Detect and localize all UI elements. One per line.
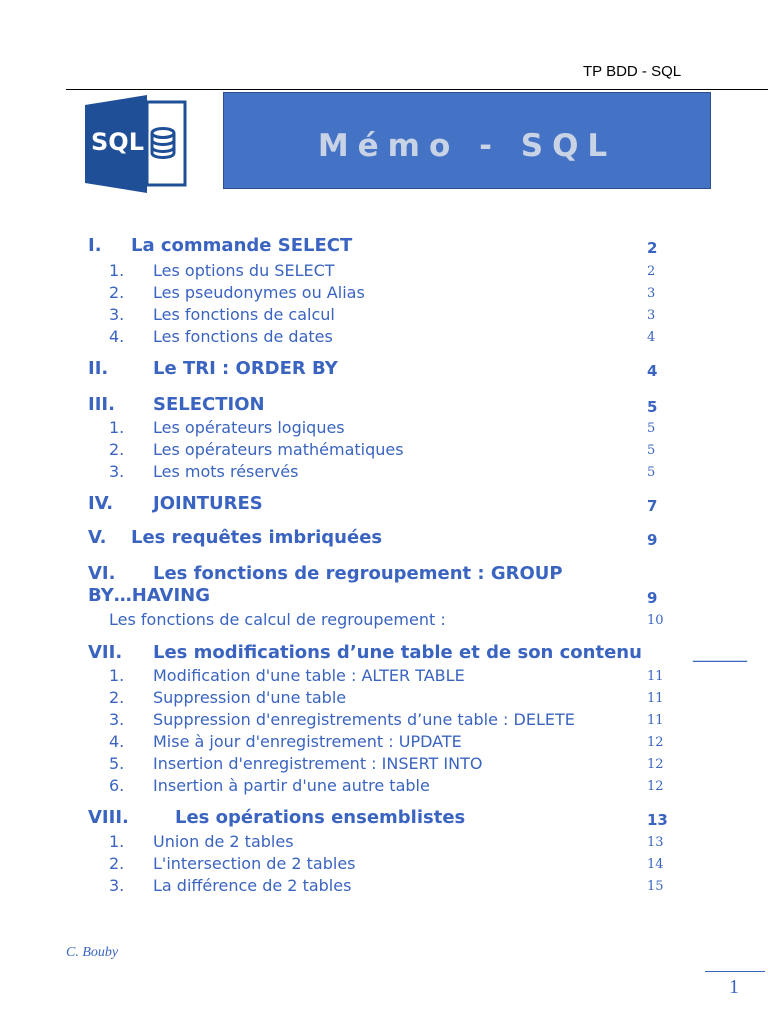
toc-page: 4 <box>647 330 656 345</box>
toc-item-number: 1. <box>109 832 125 851</box>
page-number: 1 <box>729 976 739 998</box>
toc-item-label: Suppression d'enregistrements d’une table : DELETE <box>153 710 575 729</box>
toc-item-number: 2. <box>109 688 125 707</box>
toc-item-label: Les opérateurs logiques <box>153 418 345 437</box>
toc-section-2[interactable] <box>88 358 338 379</box>
header-title: TP BDD - SQL <box>583 63 682 80</box>
toc-item-label: Modification d'une table : ALTER TABLE <box>153 666 465 685</box>
toc-item-number: 3. <box>109 462 125 481</box>
toc-page: 9 <box>647 531 658 549</box>
toc-section-8[interactable] <box>88 807 466 828</box>
toc-page: 3 <box>647 308 656 323</box>
toc-item-label: Les mots réservés <box>153 462 299 481</box>
toc-page: 10 <box>647 613 664 628</box>
toc-item-number: 3. <box>109 305 125 324</box>
toc-item-number: 2. <box>109 283 125 302</box>
toc-page: 2 <box>647 239 658 257</box>
toc-item-label: Insertion à partir d'une autre table <box>153 776 430 795</box>
toc-item-number: 2. <box>109 854 125 873</box>
toc-item-number: 4. <box>109 732 125 751</box>
toc-section-number: II. <box>88 358 109 379</box>
toc-page: 3 <box>647 286 656 301</box>
toc-section-number: VII. <box>88 642 123 663</box>
toc-section-number: IV. <box>88 493 114 514</box>
toc-page: 4 <box>647 362 658 380</box>
toc-section-6[interactable] <box>88 563 563 584</box>
toc-page: 13 <box>647 811 668 829</box>
toc-item-number: 1. <box>109 666 125 685</box>
toc-item-number: 3. <box>109 710 125 729</box>
toc-section-5[interactable] <box>88 527 383 548</box>
toc-section-7[interactable] <box>88 642 768 663</box>
footer-rule <box>705 971 765 972</box>
toc-section-label: La commande SELECT <box>131 235 353 256</box>
toc-page: 13 <box>647 835 664 850</box>
toc-page: 15 <box>647 879 664 894</box>
toc-item-number: 1. <box>109 261 125 280</box>
toc-item-label: Les options du SELECT <box>153 261 335 280</box>
toc-item-number: 2. <box>109 440 125 459</box>
toc-item-label: Les opérateurs mathématiques <box>153 440 404 459</box>
toc-section-label: SELECTION <box>153 394 265 415</box>
toc-item-label: Les fonctions de dates <box>153 327 333 346</box>
toc-section-1[interactable] <box>88 235 353 256</box>
toc-item-label: Union de 2 tables <box>153 832 294 851</box>
toc-item-label: La différence de 2 tables <box>153 876 352 895</box>
toc-item-number: 3. <box>109 876 125 895</box>
toc-item[interactable] <box>109 610 446 629</box>
toc-item-label: Les fonctions de calcul de regroupement : <box>109 610 446 629</box>
toc-section-label: Les modifications d’une table et de son contenu <box>153 642 642 663</box>
toc-section-number: III. <box>88 394 115 415</box>
toc-section-label: JOINTURES <box>153 493 263 514</box>
toc-leader: ______ <box>693 642 747 663</box>
toc-section-label: Le TRI : ORDER BY <box>153 358 338 379</box>
toc-section-label: Les fonctions de regroupement : GROUP <box>153 563 563 584</box>
toc-item-number: 4. <box>109 327 125 346</box>
toc-item-label: Les fonctions de calcul <box>153 305 335 324</box>
logo-text: SQL <box>91 128 144 156</box>
toc-page: 11 <box>647 691 664 706</box>
toc-item-number: 1. <box>109 418 125 437</box>
toc-section-label: Les requêtes imbriquées <box>131 527 383 548</box>
toc-section-number: VIII. <box>88 807 129 828</box>
toc-section-4[interactable] <box>88 493 263 514</box>
toc-item-label: Insertion d'enregistrement : INSERT INTO <box>153 754 483 773</box>
toc-section-label: BY…HAVING <box>88 585 211 606</box>
toc-item-label: Suppression d'une table <box>153 688 347 707</box>
toc-page: 5 <box>647 465 656 480</box>
toc-section-number: V. <box>88 527 107 548</box>
toc-section-3[interactable] <box>88 394 265 415</box>
toc-page: 14 <box>647 857 664 872</box>
toc-page: 11 <box>647 713 664 728</box>
toc-section-number: I. <box>88 235 102 256</box>
toc-page: 12 <box>647 735 664 750</box>
toc-item-number: 6. <box>109 776 125 795</box>
toc-page: 11 <box>647 669 664 684</box>
author-name: C. Bouby <box>66 945 119 960</box>
toc-item-label: Mise à jour d'enregistrement : UPDATE <box>153 732 462 751</box>
toc-section-label: Les opérations ensemblistes <box>175 807 466 828</box>
toc-page: 2 <box>647 264 656 279</box>
toc-page: 5 <box>647 443 656 458</box>
page-title: Mémo - SQL <box>317 127 617 164</box>
toc-item-number: 5. <box>109 754 125 773</box>
toc-section-6-continuation[interactable] <box>88 585 210 606</box>
toc-page: 12 <box>647 757 664 772</box>
toc-page: 5 <box>647 398 658 416</box>
toc-page: 5 <box>647 421 656 436</box>
toc-page: 12 <box>647 779 664 794</box>
toc-item-label: Les pseudonymes ou Alias <box>153 283 365 302</box>
toc-section-number: VI. <box>88 563 116 584</box>
toc-item-label: L'intersection de 2 tables <box>153 854 356 873</box>
toc-page: 7 <box>647 497 658 515</box>
toc-page: 9 <box>647 589 658 607</box>
